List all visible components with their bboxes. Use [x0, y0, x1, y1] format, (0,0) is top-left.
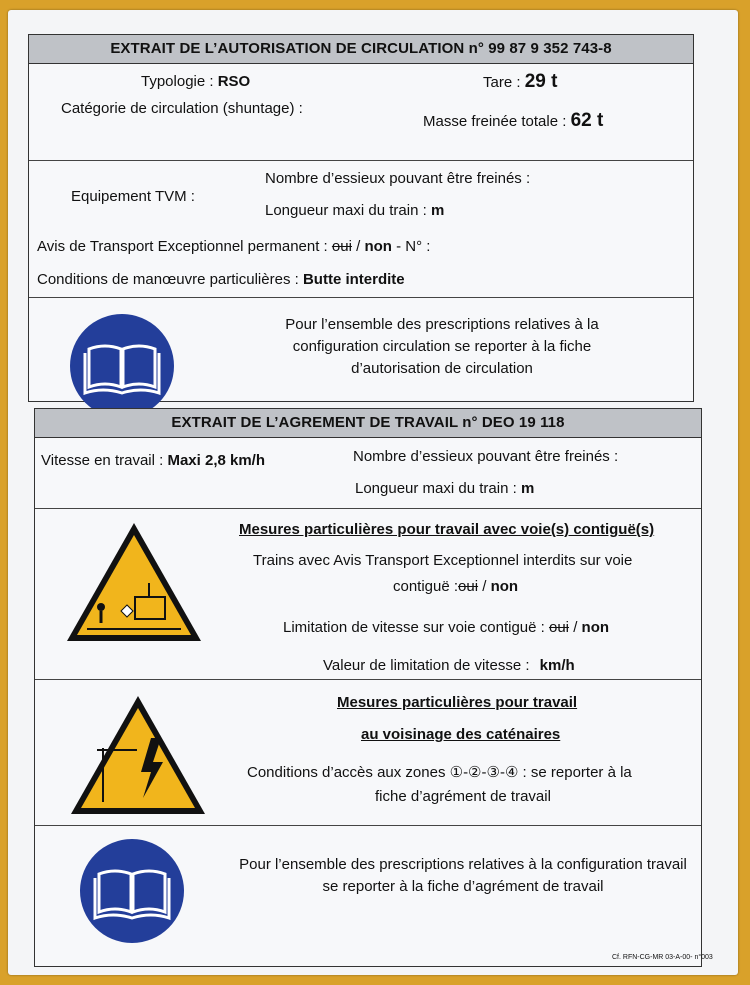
voie-non: non	[490, 578, 519, 595]
valeur-label: Valeur de limitation de vitesse :	[323, 657, 530, 674]
limit-label: Limitation de vitesse sur voie contiguë :	[283, 619, 545, 636]
avis-label: Avis de Transport Exceptionnel permanent :	[37, 238, 328, 255]
circulation-header: EXTRAIT DE L’AUTORISATION DE CIRCULATION n° 99 87 9 352 743-8	[29, 35, 693, 64]
vitesse-label: Vitesse en travail :	[41, 452, 164, 469]
book-icon	[79, 838, 185, 944]
valeur-unit: km/h	[539, 657, 575, 674]
travail-essieux-label: Nombre d’essieux pouvant être freinés :	[353, 448, 619, 465]
travail-row-note	[35, 826, 701, 964]
footer-reference: Cf. RFN-CG-MR 03-A-00- n°003	[612, 954, 713, 961]
voie-line2: contiguë :	[393, 578, 459, 595]
catenaire-title-1: Mesures particulières pour travail	[337, 694, 578, 711]
travail-header: EXTRAIT DE L’AGREMENT DE TRAVAIL n° DEO 19 118	[35, 409, 701, 438]
voie-title: Mesures particulières pour travail avec voie(s) contiguë(s)	[239, 521, 655, 538]
limit-separator: /	[573, 619, 578, 636]
travail-row-speed	[35, 438, 701, 509]
circulation-row-equipment	[29, 161, 693, 298]
circulation-note: Pour l’ensemble des prescriptions relatives à la configuration circulation se reporter à la fiche d’autorisation de circulation	[285, 316, 599, 377]
travail-panel	[34, 408, 702, 967]
longueur-unit: m	[430, 202, 445, 219]
avis-oui: oui	[331, 238, 352, 255]
typologie-value: RSO	[217, 73, 251, 90]
masse-label: Masse freinée totale :	[423, 113, 567, 130]
equip-label: Equipement TVM :	[71, 188, 195, 205]
limit-non: non	[581, 619, 610, 636]
circulation-panel	[28, 34, 694, 402]
warning-worker-train-icon	[63, 519, 205, 645]
catenaire-line1: Conditions d’accès aux zones ①-②-③-④ : se reporter à la	[247, 764, 632, 781]
travail-row-voie	[35, 509, 701, 680]
travail-note: Pour l’ensemble des prescriptions relatives à la configuration travail se reporter à la fiche d’agrément de travail	[239, 856, 687, 895]
voie-separator: /	[482, 578, 487, 595]
info-plate	[8, 10, 738, 975]
circulation-row-general	[29, 64, 693, 161]
voie-oui: oui	[458, 578, 479, 595]
avis-number: - N° :	[396, 238, 431, 255]
essieux-label: Nombre d’essieux pouvant être freinés :	[265, 170, 531, 187]
conditions-value: Butte interdite	[302, 271, 405, 288]
masse-value: 62 t	[570, 110, 604, 131]
tare-value: 29 t	[524, 71, 558, 92]
limit-oui: oui	[548, 619, 570, 636]
tare-label: Tare :	[483, 74, 521, 91]
typologie-label: Typologie :	[141, 73, 214, 90]
travail-longueur-label: Longueur maxi du train :	[355, 480, 517, 497]
circulation-row-note	[29, 298, 693, 399]
avis-separator: /	[356, 238, 361, 255]
vitesse-value: Maxi 2,8 km/h	[167, 452, 266, 469]
avis-non: non	[364, 238, 392, 255]
warning-electric-icon	[67, 692, 209, 818]
travail-longueur-unit: m	[520, 480, 535, 497]
travail-row-catenaire	[35, 680, 701, 826]
catenaire-title-2: au voisinage des caténaires	[361, 726, 561, 743]
catenaire-line2: fiche d’agrément de travail	[375, 788, 551, 805]
categorie-label: Catégorie de circulation (shuntage) :	[61, 100, 303, 117]
conditions-label: Conditions de manœuvre particulières :	[37, 271, 299, 288]
voie-line1: Trains avec Avis Transport Exceptionnel interdits sur voie	[253, 552, 633, 569]
longueur-label: Longueur maxi du train :	[265, 202, 427, 219]
book-icon	[69, 313, 175, 419]
